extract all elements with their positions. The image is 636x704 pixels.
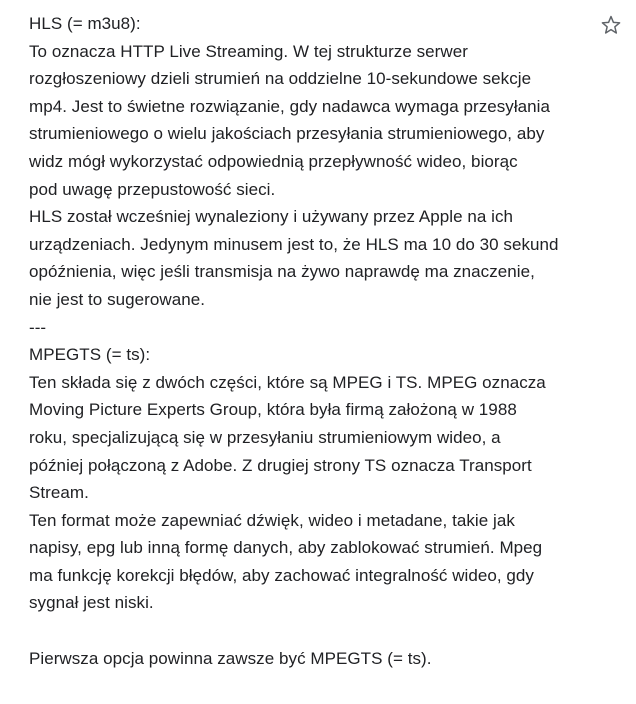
text-line: HLS (= m3u8): — [29, 14, 141, 33]
star-outline-icon — [600, 14, 622, 36]
text-line: mp4. Jest to świetne rozwiązanie, gdy nadawca wymaga przesyłania — [29, 96, 551, 116]
text-line: rozgłoszeniowy dzieli strumień na oddzielne 10-sekundowe sekcje — [29, 69, 532, 89]
text-line: roku, specjalizującą się w przesyłaniu strumieniowym wideo, a — [29, 427, 501, 447]
text-line: sygnał jest niski. — [29, 593, 154, 613]
blank-line — [29, 617, 604, 645]
text-line: później połączoną z Adobe. Z drugiej strony TS oznacza Transport — [29, 455, 532, 475]
text-line: Pierwsza opcja powinna zawsze być MPEGTS (= ts). — [29, 648, 432, 668]
star-button[interactable] — [600, 14, 622, 36]
text-line: Ten składa się z dwóch części, które są MPEG i TS. MPEG oznacza — [29, 372, 546, 392]
text-line: MPEGTS (= ts): — [29, 345, 151, 365]
text-line: --- — [29, 317, 47, 337]
text-line: urządzeniach. Jedynym minusem jest to, że HLS ma 10 do 30 sekund — [29, 234, 559, 254]
response-text — [29, 10, 604, 672]
text-line: opóźnienia, więc jeśli transmisja na żywo naprawdę ma znaczenie, — [29, 262, 535, 282]
text-line: Moving Picture Experts Group, która była firmą założoną w 1988 — [29, 400, 517, 420]
text-line: To oznacza HTTP Live Streaming. W tej strukturze serwer — [29, 41, 468, 61]
text-line: strumieniowego o wielu jakościach przesyłania strumieniowego, aby — [29, 124, 545, 144]
text-line: ma funkcję korekcji błędów, aby zachować integralność wideo, gdy — [29, 565, 534, 585]
text-line: nie jest to sugerowane. — [29, 289, 205, 309]
text-line: pod uwagę przepustowość sieci. — [29, 179, 276, 199]
text-line: napisy, epg lub inną formę danych, aby zablokować strumień. Mpeg — [29, 538, 543, 558]
text-line: HLS został wcześniej wynaleziony i używany przez Apple na ich — [29, 207, 514, 227]
text-line: Stream. — [29, 483, 89, 503]
text-line: Ten format może zapewniać dźwięk, wideo i metadane, takie jak — [29, 510, 515, 530]
text-line: widz mógł wykorzystać odpowiednią przepływność wideo, biorąc — [29, 151, 518, 171]
